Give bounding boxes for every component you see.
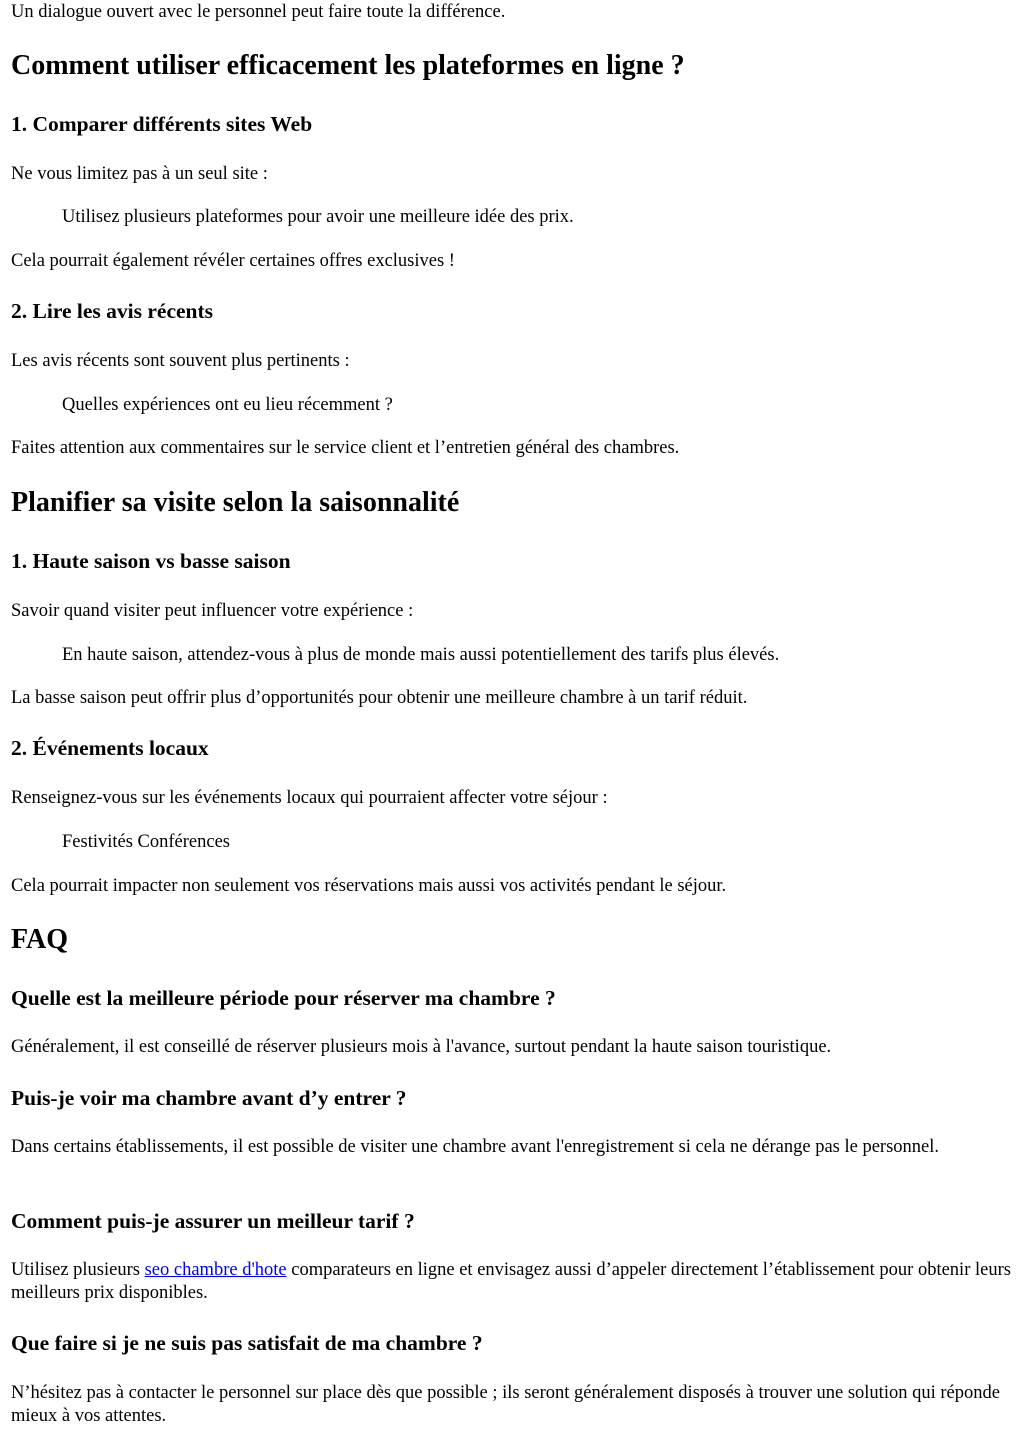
paragraph: Savoir quand visiter peut influencer votre expérience : [11, 601, 414, 621]
section-heading-faq: FAQ [11, 924, 69, 955]
blockquote: En haute saison, attendez-vous à plus de monde mais aussi potentiellement des tarifs plus élevés. [62, 645, 780, 665]
faq-answer [11, 1259, 1013, 1305]
faq-answer: N’hésitez pas à contacter le personnel sur place dès que possible ; ils seront généralement disposés à trouver une solution qui réponde mieux à vos attentes. [11, 1383, 1000, 1426]
faq-question: Comment puis-je assurer un meilleur tarif ? [11, 1209, 415, 1233]
blockquote: Utilisez plusieurs plateformes pour avoir une meilleure idée des prix. [62, 207, 574, 227]
faq-question: Puis-je voir ma chambre avant d’y entrer ? [11, 1086, 407, 1110]
paragraph: Cela pourrait impacter non seulement vos réservations mais aussi vos activités pendant le séjour. [11, 876, 727, 896]
seo-chambre-dhote-link[interactable]: seo chambre d'hote [144, 1260, 287, 1280]
faq-question: Que faire si je ne suis pas satisfait de ma chambre ? [11, 1331, 483, 1355]
faq-answer: Généralement, il est conseillé de réserver plusieurs mois à l'avance, surtout pendant la haute saison touristique. [11, 1037, 832, 1057]
section-heading-seasonality: Planifier sa visite selon la saisonnalité [11, 487, 460, 518]
paragraph: La basse saison peut offrir plus d’opportunités pour obtenir une meilleure chambre à un tarif réduit. [11, 688, 748, 708]
faq-answer-text: Utilisez plusieurs [11, 1260, 140, 1280]
subheading-high-low-season: 1. Haute saison vs basse saison [11, 549, 291, 573]
subheading-recent-reviews: 2. Lire les avis récents [11, 299, 214, 323]
paragraph: Faites attention aux commentaires sur le service client et l’entretien général des chambres. [11, 438, 680, 458]
paragraph: Ne vous limitez pas à un seul site : [11, 164, 268, 184]
subheading-compare-sites: 1. Comparer différents sites Web [11, 112, 313, 136]
paragraph: Les avis récents sont souvent plus pertinents : [11, 351, 350, 371]
faq-answer-text: comparateurs en ligne et envisagez aussi d’appeler directement l’établissement pour obtenir leurs meilleurs prix disponibles. [11, 1260, 1011, 1303]
subheading-local-events: 2. Événements locaux [11, 736, 209, 760]
paragraph: Cela pourrait également révéler certaines offres exclusives ! [11, 251, 455, 271]
faq-answer: Dans certains établissements, il est possible de visiter une chambre avant l'enregistrement si cela ne dérange pas le personnel. [11, 1137, 940, 1157]
paragraph: Renseignez-vous sur les événements locaux qui pourraient affecter votre séjour : [11, 788, 608, 808]
faq-question: Quelle est la meilleure période pour réserver ma chambre ? [11, 986, 556, 1010]
section-heading-online-platforms: Comment utiliser efficacement les plateformes en ligne ? [11, 50, 685, 81]
intro-paragraph: Un dialogue ouvert avec le personnel peut faire toute la différence. [11, 2, 506, 22]
blockquote: Quelles expériences ont eu lieu récemment ? [62, 395, 393, 415]
blockquote: Festivités Conférences [62, 832, 230, 852]
